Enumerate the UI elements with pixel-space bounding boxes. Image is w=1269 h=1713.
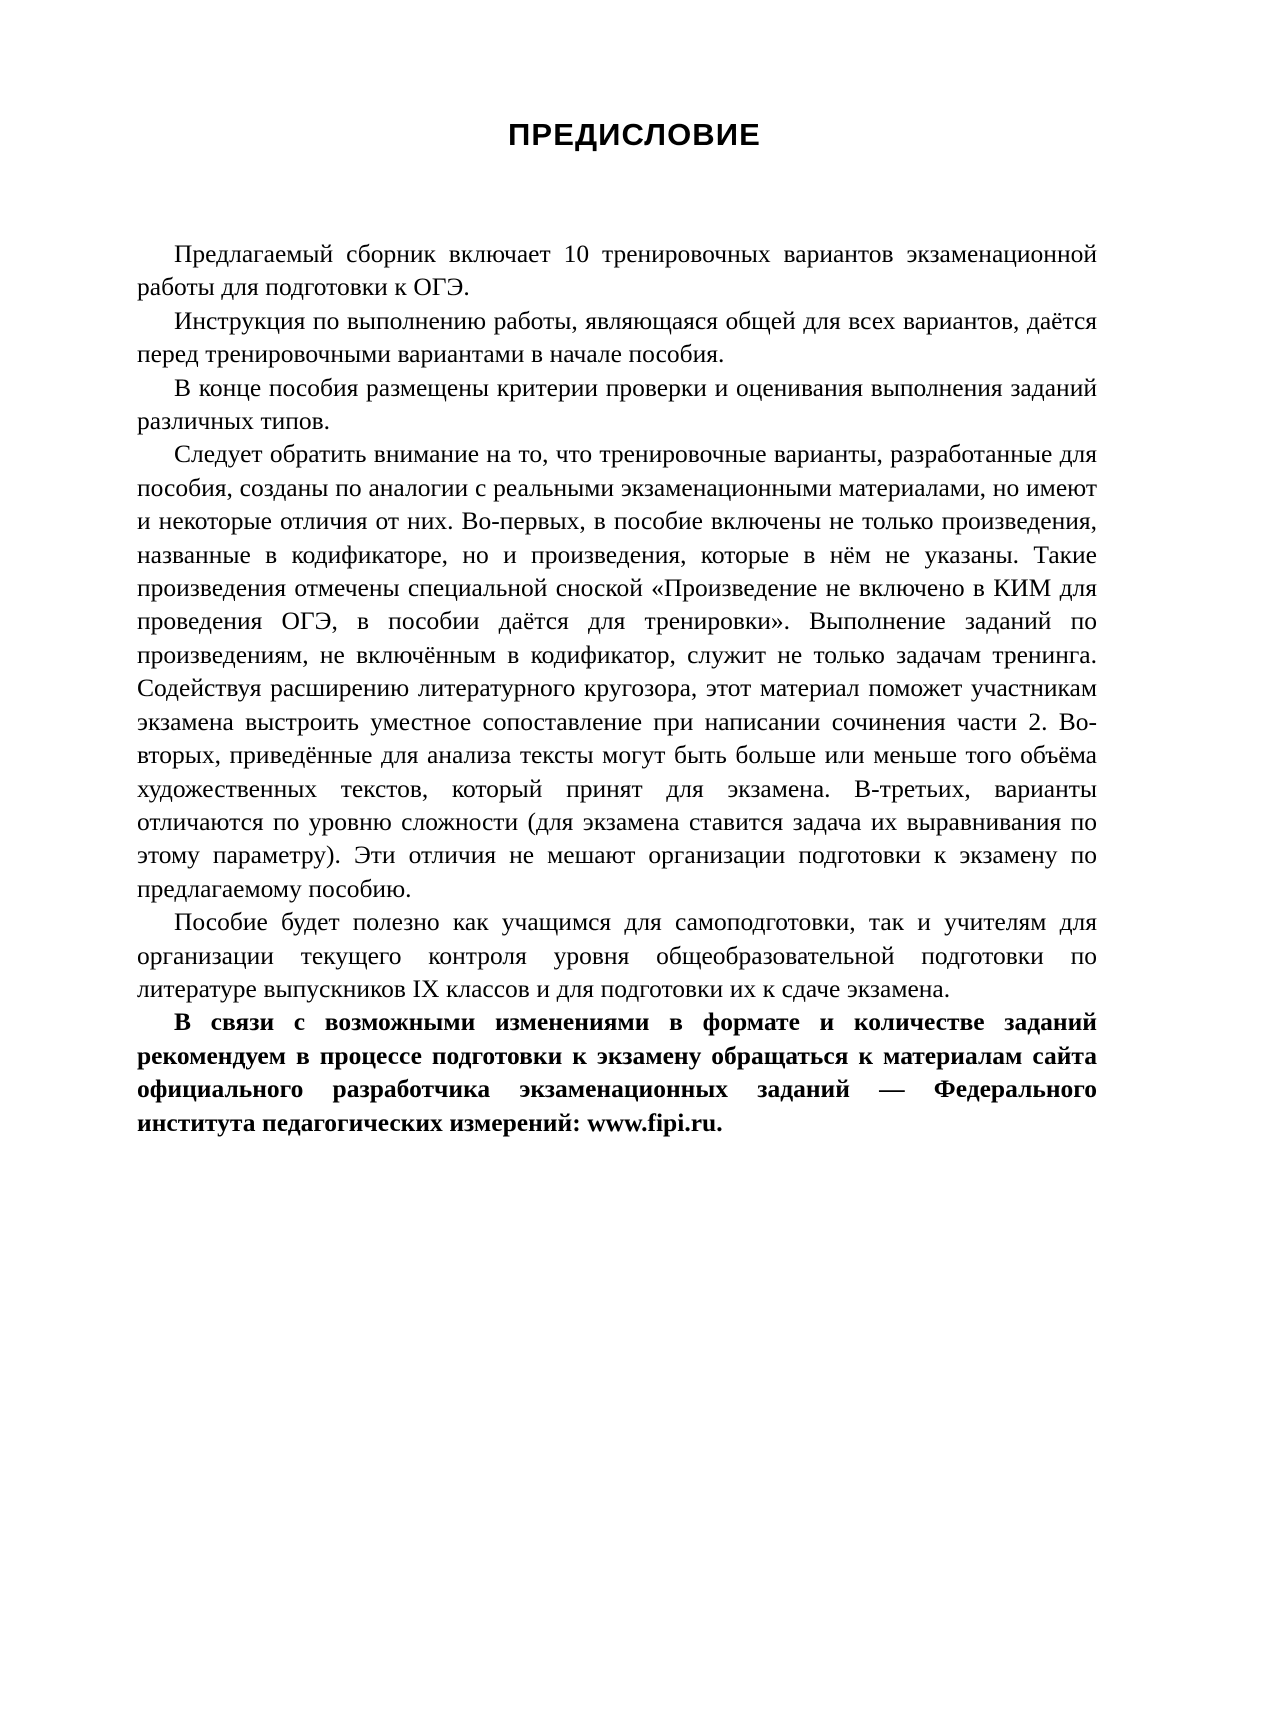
paragraph-3: В конце пособия размещены критерии проверки и оценивания выполнения заданий различных типов. — [137, 372, 1097, 436]
paragraph-4: Следует обратить внимание на то, что тренировочные варианты, разработанные для пособия, созданы по аналогии с реальными экзаменационными материалами, но имеют и некоторые отличия от них. Во-первых, в пособие включены не только произведения, названные в кодификаторе, но и произведения, которые в нём не указаны. Такие произведения отмечены специальной сноской «Произведение не включено в КИМ для проведения ОГЭ, в пособии даётся для тренировки». Выполнение заданий по произведениям, не включённым в кодификатор, служит не только задачам тренинга. Содействуя расширению литературного кругозора, этот материал поможет участникам экзамена выстроить уместное сопоставление при написании сочинения части 2. Во-вторых, приведённые для анализа тексты могут быть больше или меньше того объёма художественных текстов, который принят для экзамена. В-третьих, варианты отличаются по уровню сложности (для экзамена ставится задача их выравнивания по этому параметру). Эти отличия не мешают организации подготовки к экзамену по предлагаемому пособию. — [137, 439, 1097, 903]
paragraph-5: Пособие будет полезно как учащимся для самоподготовки, так и учителям для организации текущего контроля уровня общеобразовательной подготовки по литературе выпускников IX классов и для подготовки их к сдаче экзамена. — [137, 907, 1097, 1003]
page-title: ПРЕДИСЛОВИЕ — [508, 116, 761, 152]
preface-body — [137, 237, 1097, 1139]
paragraph-1: Предлагаемый сборник включает 10 тренировочных вариантов экзаменационной работы для подготовки к ОГЭ. — [137, 239, 1097, 302]
paragraph-6-highlight: В связи с возможными изменениями в формате и количестве заданий рекомендуем в процессе подготовки к экзамену обращаться к материалам сайта официального разработчика экзаменационных заданий — Федерального института педагогических измерений: www.fipi.ru. — [137, 1007, 1097, 1137]
paragraph-2: Инструкция по выполнению работы, являющаяся общей для всех вариантов, даётся перед тренировочными вариантами в начале пособия. — [137, 305, 1097, 369]
